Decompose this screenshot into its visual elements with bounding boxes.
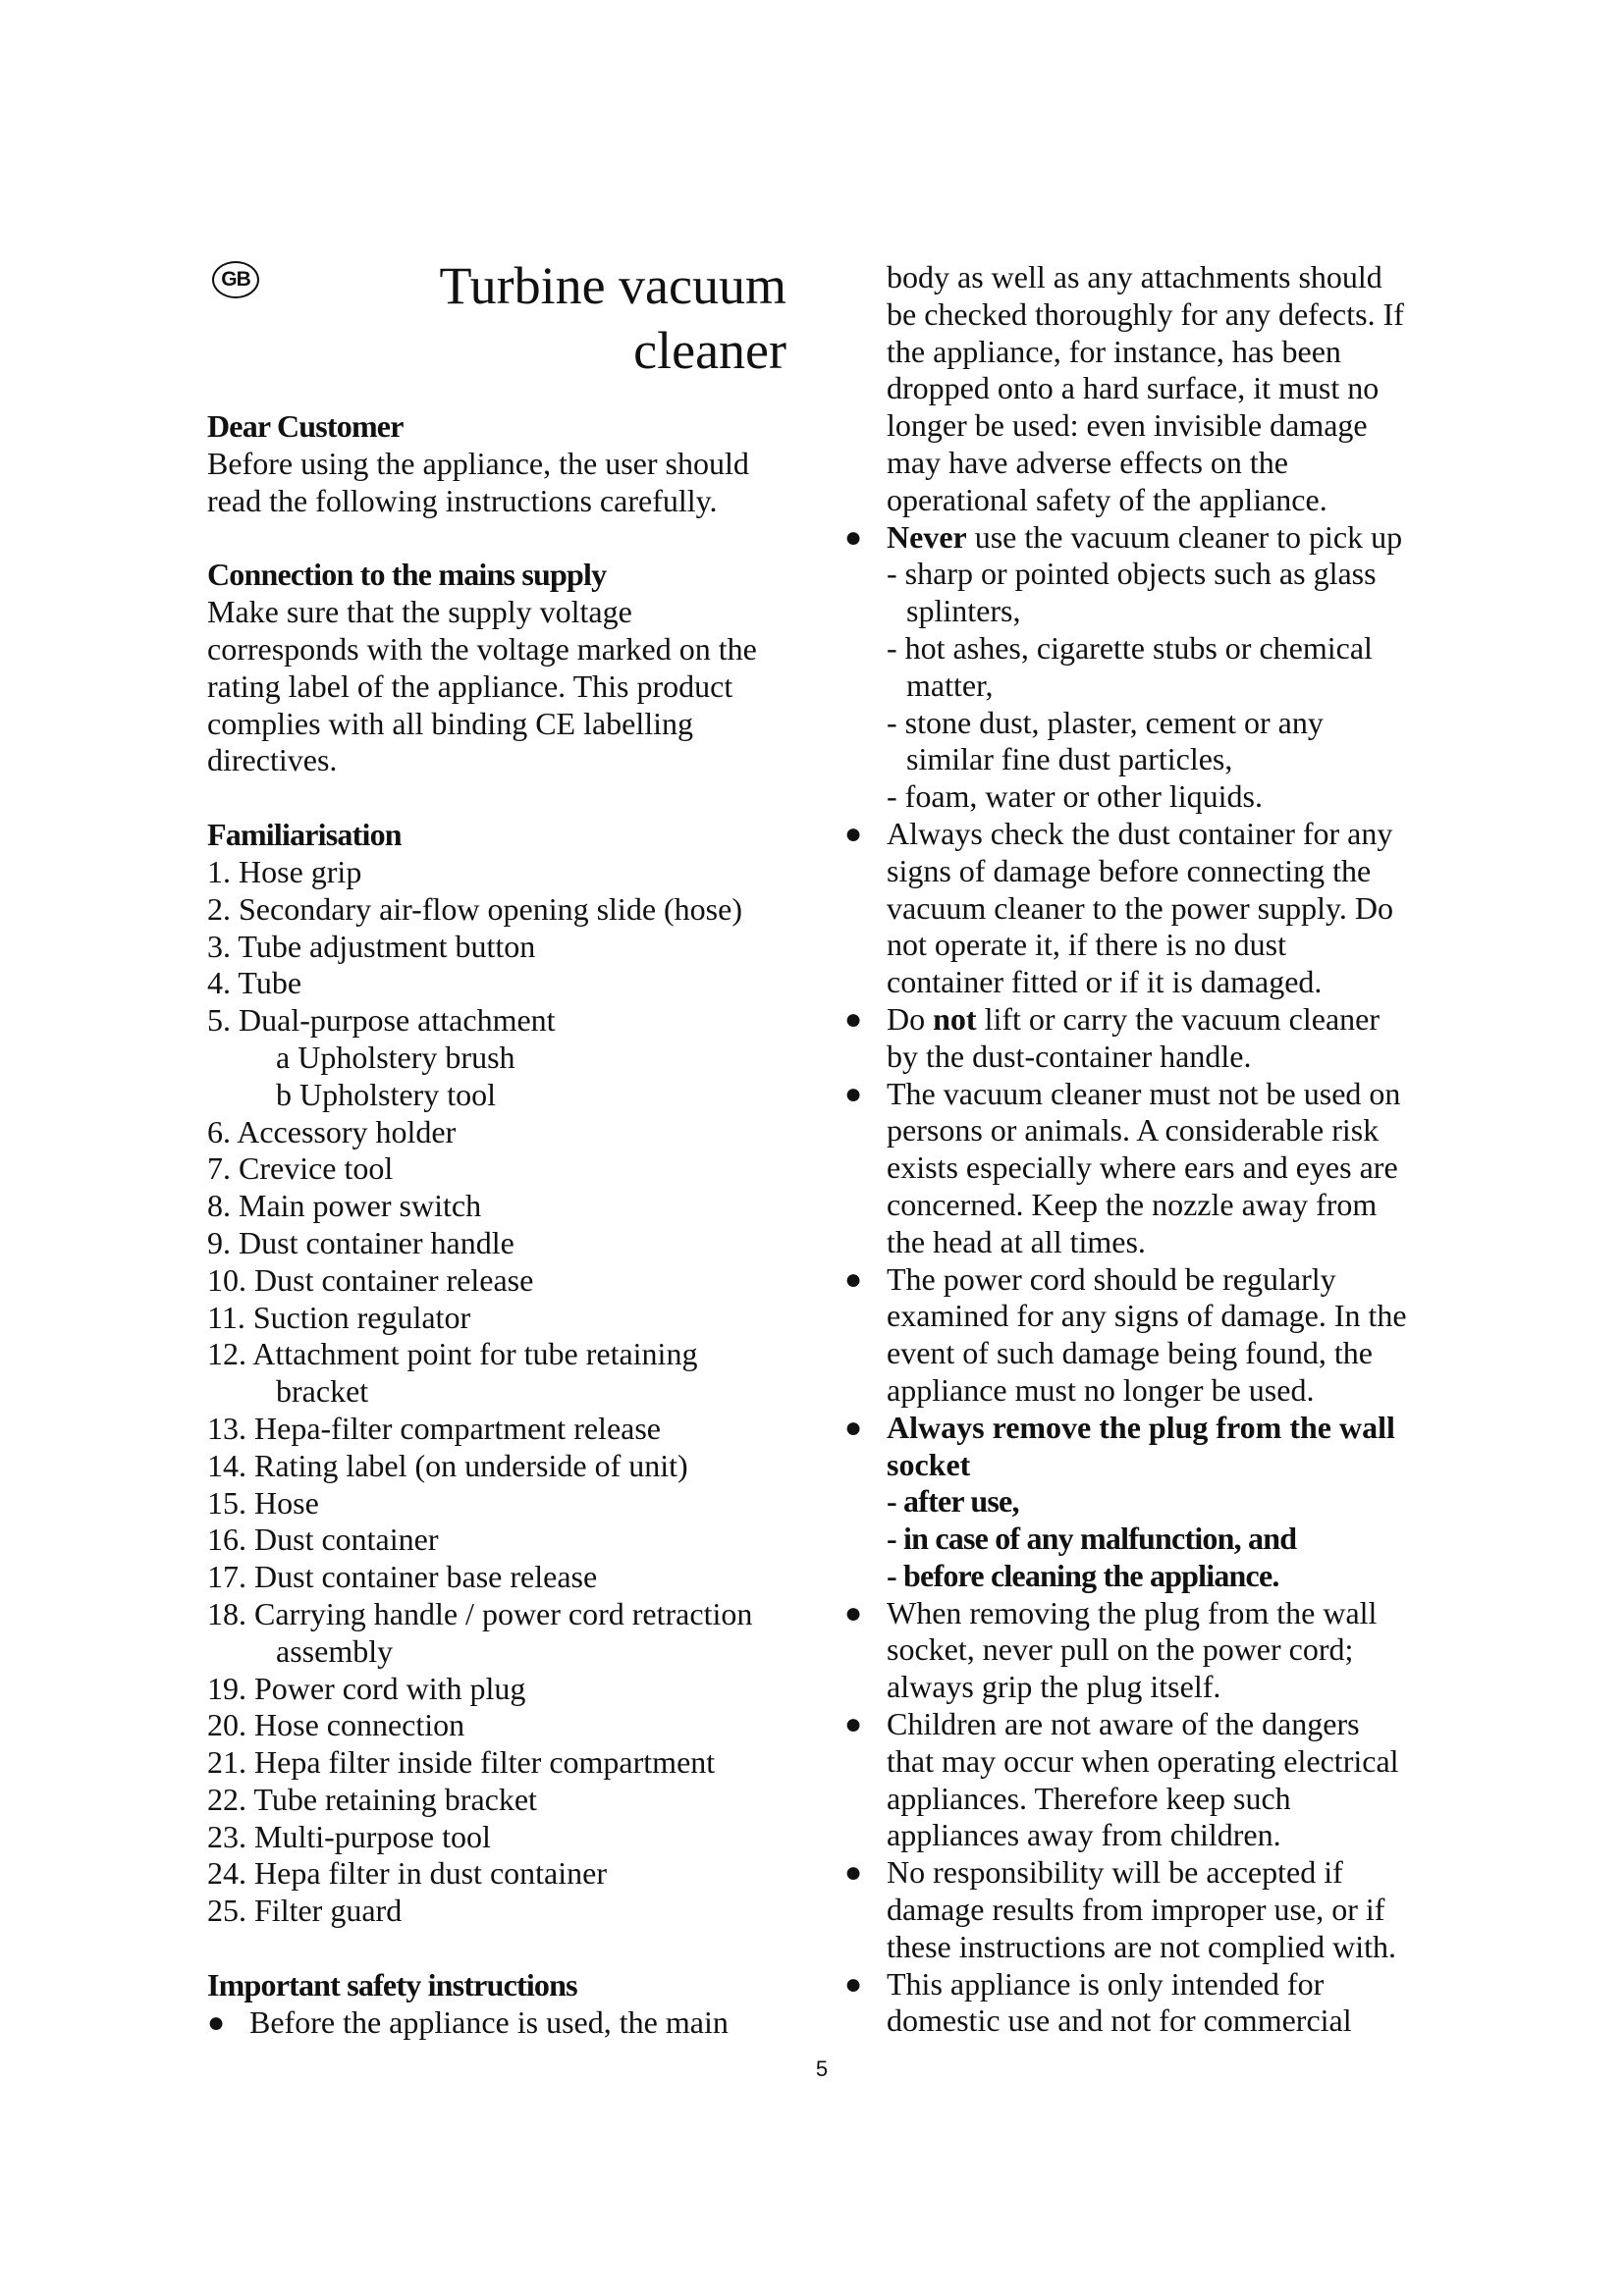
part-item: 18. Carrying handle / power cord retraction xyxy=(207,1595,753,1631)
part-item: 14. Rating label (on underside of unit) xyxy=(207,1447,688,1483)
dash-item: - in case of any malfunction, and xyxy=(887,1521,1297,1557)
bullet-text: Always check the dust container for any xyxy=(887,815,1393,851)
never-emphasis: Never xyxy=(887,518,967,555)
bullet-line: socket xyxy=(887,1446,971,1482)
dash-item: - before cleaning the appliance. xyxy=(887,1557,1279,1593)
bullet-text: use the vacuum cleaner to pick up xyxy=(966,518,1403,555)
bullet-text: Before the appliance is used, the main xyxy=(249,2003,729,2040)
continuation-line: dropped onto a hard surface, it must no xyxy=(887,370,1380,406)
dear-heading: Dear Customer xyxy=(207,408,404,444)
bullet-text: This appliance is only intended for xyxy=(887,1965,1325,2002)
bullet-text: Do xyxy=(887,1000,934,1037)
bullet-line: appliances. Therefore keep such xyxy=(887,1780,1291,1816)
bullet-line: not operate it, if there is no dust xyxy=(887,927,1287,963)
title-line-2: cleaner xyxy=(633,321,786,380)
safety-bullet xyxy=(844,1261,1434,1299)
part-item: 3. Tube adjustment button xyxy=(207,928,536,964)
continuation-line: body as well as any attachments should xyxy=(887,259,1382,294)
part-item: 15. Hose xyxy=(207,1484,319,1521)
safety-bullet xyxy=(844,816,1434,853)
bullet-icon: ● xyxy=(844,1856,863,1890)
part-item-continuation: bracket xyxy=(276,1373,369,1410)
bullet-icon: ● xyxy=(844,1002,863,1036)
connection-line: directives. xyxy=(207,742,338,778)
continuation-line: operational safety of the appliance. xyxy=(887,481,1327,517)
bullet-line: by the dust-container handle. xyxy=(887,1038,1252,1074)
bullet-line: appliance must no longer be used. xyxy=(887,1371,1315,1408)
part-item: 12. Attachment point for tube retaining xyxy=(207,1336,698,1372)
part-item: 23. Multi-purpose tool xyxy=(207,1818,491,1854)
part-item: 1. Hose grip xyxy=(207,853,362,889)
dash-item-cont: matter, xyxy=(906,667,994,703)
bullet-line: appliances away from children. xyxy=(887,1817,1281,1853)
part-item-continuation: assembly xyxy=(276,1632,394,1669)
part-item: 8. Main power switch xyxy=(207,1188,482,1224)
not-emphasis: not xyxy=(933,1000,977,1037)
title-line-1: Turbine vacuum xyxy=(439,256,786,315)
connection-line: complies with all binding CE labelling xyxy=(207,705,694,741)
safety-bullet xyxy=(844,1706,1434,1743)
safety-bullet xyxy=(844,1854,1434,1892)
bullet-line: damage results from improper use, or if xyxy=(887,1892,1385,1928)
bullet-text: Always remove the plug from the wall xyxy=(887,1409,1395,1445)
dash-item: - hot ashes, cigarette stubs or chemical xyxy=(887,629,1373,666)
bullet-icon: ● xyxy=(844,1411,863,1444)
connection-line: Make sure that the supply voltage xyxy=(207,594,632,630)
safety-heading: Important safety instructions xyxy=(207,1967,577,2003)
bullet-text: lift or carry the vacuum cleaner xyxy=(976,1000,1380,1037)
connection-line: corresponds with the voltage marked on the xyxy=(207,630,757,667)
part-item: 6. Accessory holder xyxy=(207,1113,457,1149)
part-item: 16. Dust container xyxy=(207,1522,439,1558)
bullet-line: persons or animals. A considerable risk xyxy=(887,1112,1380,1148)
bullet-icon: ● xyxy=(844,520,863,554)
part-item: 2. Secondary air-flow opening slide (hose) xyxy=(207,890,742,927)
page-number: 5 xyxy=(815,2056,829,2081)
part-item: 19. Power cord with plug xyxy=(207,1670,526,1706)
bullet-line: event of such damage being found, the xyxy=(887,1335,1373,1371)
part-item: 20. Hose connection xyxy=(207,1707,465,1743)
continuation-line: longer be used: even invisible damage xyxy=(887,407,1368,444)
bullet-line: domestic use and not for commercial xyxy=(887,2002,1352,2039)
bullet-text: The vacuum cleaner must not be used on xyxy=(887,1075,1401,1111)
right-column xyxy=(844,259,1434,2040)
safety-bullet-never xyxy=(844,519,1434,557)
dear-text-line: read the following instructions carefully. xyxy=(207,482,718,518)
safety-bullet xyxy=(207,2004,786,2042)
continuation-line: be checked thoroughly for any defects. If xyxy=(887,295,1404,332)
dash-item: - sharp or pointed objects such as glass xyxy=(887,556,1377,592)
part-item: 9. Dust container handle xyxy=(207,1224,514,1260)
safety-bullet xyxy=(844,1966,1434,2003)
safety-bullet xyxy=(844,1076,1434,1113)
part-item: 5. Dual-purpose attachment xyxy=(207,1002,556,1039)
bullet-icon: ● xyxy=(844,1967,863,2001)
bullet-icon: ● xyxy=(844,1262,863,1296)
bullet-line: container fitted or if it is damaged. xyxy=(887,964,1323,1000)
bullet-line: that may occur when operating electrical xyxy=(887,1742,1399,1779)
dear-text-line: Before using the appliance, the user should xyxy=(207,445,749,481)
bullet-icon: ● xyxy=(844,1708,863,1741)
part-subitem: b Upholstery tool xyxy=(276,1076,496,1112)
part-item: 22. Tube retaining bracket xyxy=(207,1781,537,1817)
bullet-line: these instructions are not complied with. xyxy=(887,1928,1396,1964)
dash-item-cont: similar fine dust particles, xyxy=(906,741,1233,777)
bullet-line: always grip the plug itself. xyxy=(887,1669,1221,1705)
part-item: 21. Hepa filter inside filter compartment xyxy=(207,1744,716,1781)
part-item: 17. Dust container base release xyxy=(207,1559,598,1595)
bullet-line: vacuum cleaner to the power supply. Do xyxy=(887,889,1393,926)
bullet-line: exists especially where ears and eyes are xyxy=(887,1149,1398,1186)
bullet-text: When removing the plug from the wall xyxy=(887,1594,1378,1630)
left-column xyxy=(207,259,786,2042)
bullet-line: signs of damage before connecting the xyxy=(887,852,1372,888)
continuation-line: the appliance, for instance, has been xyxy=(887,333,1341,369)
bullet-icon: ● xyxy=(207,2005,226,2039)
connection-line: rating label of the appliance. This product xyxy=(207,667,733,704)
bullet-text: The power cord should be regularly xyxy=(887,1260,1336,1297)
familiarisation-heading: Familiarisation xyxy=(207,817,402,853)
connection-heading: Connection to the mains supply xyxy=(207,557,607,593)
bullet-icon: ● xyxy=(844,1596,863,1629)
part-item: 7. Crevice tool xyxy=(207,1150,394,1187)
bullet-line: the head at all times. xyxy=(887,1223,1146,1259)
part-item: 4. Tube xyxy=(207,965,302,1001)
country-badge: GB xyxy=(212,261,259,298)
part-item: 24. Hepa filter in dust container xyxy=(207,1855,607,1892)
bullet-icon: ● xyxy=(844,1077,863,1110)
dash-item: - after use, xyxy=(887,1483,1019,1520)
part-item: 10. Dust container release xyxy=(207,1261,534,1298)
bullet-text: Children are not aware of the dangers xyxy=(887,1706,1360,1742)
part-item: 11. Suction regulator xyxy=(207,1299,471,1335)
bullet-line: concerned. Keep the nozzle away from xyxy=(887,1186,1378,1222)
bullet-line: socket, never pull on the power cord; xyxy=(887,1631,1354,1668)
part-item: 13. Hepa-filter compartment release xyxy=(207,1410,661,1446)
safety-bullet xyxy=(844,1001,1434,1039)
bullet-icon: ● xyxy=(844,817,863,850)
dash-item: - stone dust, plaster, cement or any xyxy=(887,704,1324,740)
bullet-line: examined for any signs of damage. In the xyxy=(887,1298,1407,1334)
dash-item: - foam, water or other liquids. xyxy=(887,778,1263,815)
safety-bullet xyxy=(844,1595,1434,1632)
safety-bullet-plug xyxy=(844,1410,1434,1447)
bullet-text: No responsibility will be accepted if xyxy=(887,1854,1343,1891)
part-item: 25. Filter guard xyxy=(207,1893,403,1929)
dash-item-cont: splinters, xyxy=(906,593,1021,629)
part-subitem: a Upholstery brush xyxy=(276,1039,515,1075)
continuation-line: may have adverse effects on the xyxy=(887,444,1288,480)
